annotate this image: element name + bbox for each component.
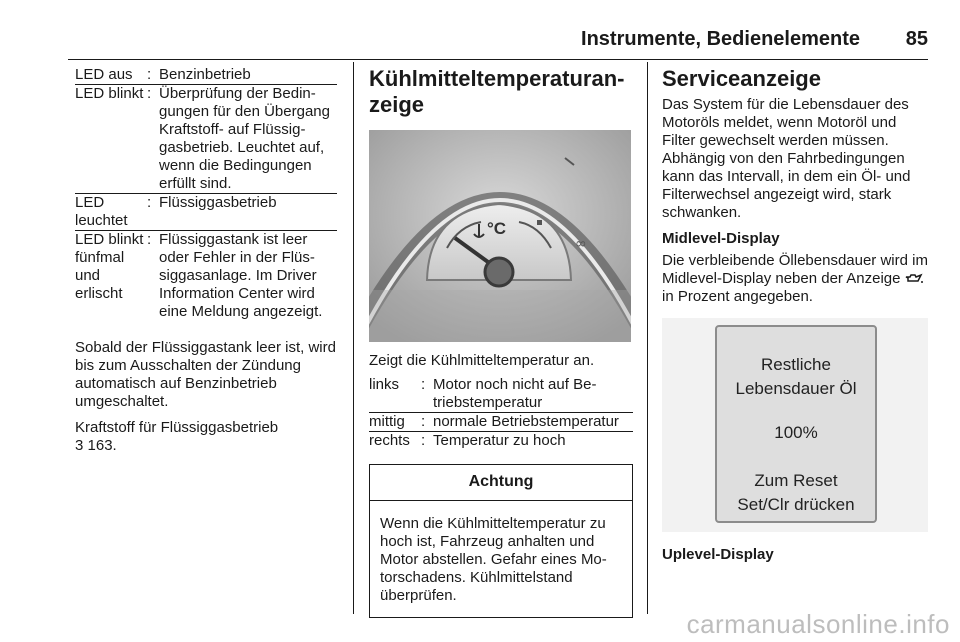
fuel-reference-text: Kraftstoff für Flüssiggasbetrieb <box>75 419 279 436</box>
warning-text: Wenn die Kühlmitteltemperatur zu hoch ist, Fahrzeug anhalten und Motor abstellen. Gefahr eines Motorschadens. Kühlmittelstand überprüfen. <box>380 515 607 604</box>
display-line-4: Set/Clr drücken <box>737 495 855 514</box>
led-status-list <box>75 66 337 321</box>
colon: : <box>421 432 426 449</box>
midlevel-text-before: Die verbleibende Öllebensdauer wird im Midlevel-Display neben der Anzeige <box>662 252 928 287</box>
temperature-unit-label: °C <box>487 219 507 238</box>
dial-mark-text: ∞ <box>575 236 587 252</box>
led-term: LED blinkt fünfmal und erlischt <box>75 231 144 302</box>
page-reference-link[interactable]: 163. <box>87 437 117 454</box>
colon: : <box>147 85 152 102</box>
uplevel-subheading: Uplevel-Display <box>662 546 774 563</box>
colon: : <box>147 231 152 248</box>
service-section-heading: Serviceanzeige <box>662 66 821 91</box>
led-desc: Flüssiggastank ist leer oder Fehler in der Flüssiggasanlage. Im Driver Information Center wird eine Meldung angezeigt. <box>159 231 323 320</box>
page-ref-arrow-icon: 3 <box>75 437 84 454</box>
middle-column <box>369 66 633 618</box>
warning-box <box>369 464 633 618</box>
colon: : <box>147 66 152 83</box>
midlevel-subheading: Midlevel-Display <box>662 230 780 247</box>
temperature-position-list <box>369 376 633 450</box>
page-header <box>68 26 928 56</box>
led-term: LED leuchtet <box>75 194 128 229</box>
led-desc: Überprüfung der Bedingungen für den Übergang Kraftstoff- auf Flüssiggasbetrieb. Leuchtet auf, wenn die Bedingungen erfüllt sind. <box>159 85 330 192</box>
led-term: LED aus <box>75 66 133 83</box>
display-oil-life-value: 100% <box>774 423 818 442</box>
right-column <box>662 66 928 564</box>
left-column <box>75 66 337 455</box>
page-number: 85 <box>905 28 928 50</box>
fuel-switch-paragraph: Sobald der Flüssiggastank leer ist, wird bis zum Ausschalten der Zündung automatisch auf Benzinbetrieb umgeschaltet. <box>75 339 336 410</box>
watermark-text: carmanualsonline.info <box>686 609 950 639</box>
fuel-reference-paragraph <box>75 419 337 455</box>
midlevel-paragraph <box>662 252 928 306</box>
column-divider-2 <box>647 62 648 614</box>
coolant-section-heading: Kühlmitteltemperaturanzeige <box>369 66 625 117</box>
position-desc: Temperatur zu hoch <box>433 432 566 449</box>
service-intro-paragraph: Das System für die Lebensdauer des Motoröls meldet, wenn Motoröl und Filter gewechselt werden müssen. Abhängig von den Fahrbedingungen kann das Intervall, in dem ein Öl- und Filterwechsel angezeigt wird, stark schwanken. <box>662 96 911 221</box>
position-desc: Motor noch nicht auf Betriebstemperatur <box>433 376 597 411</box>
display-line-3: Zum Reset <box>754 471 838 490</box>
header-title: Instrumente, Bedienelemente <box>581 28 860 50</box>
oil-life-display-image <box>662 318 928 532</box>
led-desc: Flüssiggasbetrieb <box>159 194 277 211</box>
colon: : <box>147 194 152 211</box>
colon: : <box>421 376 426 393</box>
led-term: LED blinkt <box>75 85 144 102</box>
led-desc: Benzinbetrieb <box>159 66 251 83</box>
gauge-caption: Zeigt die Kühlmitteltemperatur an. <box>369 352 595 369</box>
position-term: links <box>369 376 400 393</box>
midlevel-text-after: in Prozent angegeben. <box>662 288 813 305</box>
header-rule <box>68 59 928 60</box>
coolant-gauge-image <box>369 130 631 342</box>
display-line-2: Lebensdauer Öl <box>735 379 857 398</box>
position-term: rechts <box>369 432 410 449</box>
display-line-1: Restliche <box>761 355 831 374</box>
colon: : <box>421 413 426 430</box>
position-term: mittig <box>369 413 405 430</box>
oil-can-icon <box>905 273 923 284</box>
warning-title: Achtung <box>370 465 632 501</box>
position-desc: normale Betriebstemperatur <box>433 413 619 430</box>
column-divider-1 <box>353 62 354 614</box>
